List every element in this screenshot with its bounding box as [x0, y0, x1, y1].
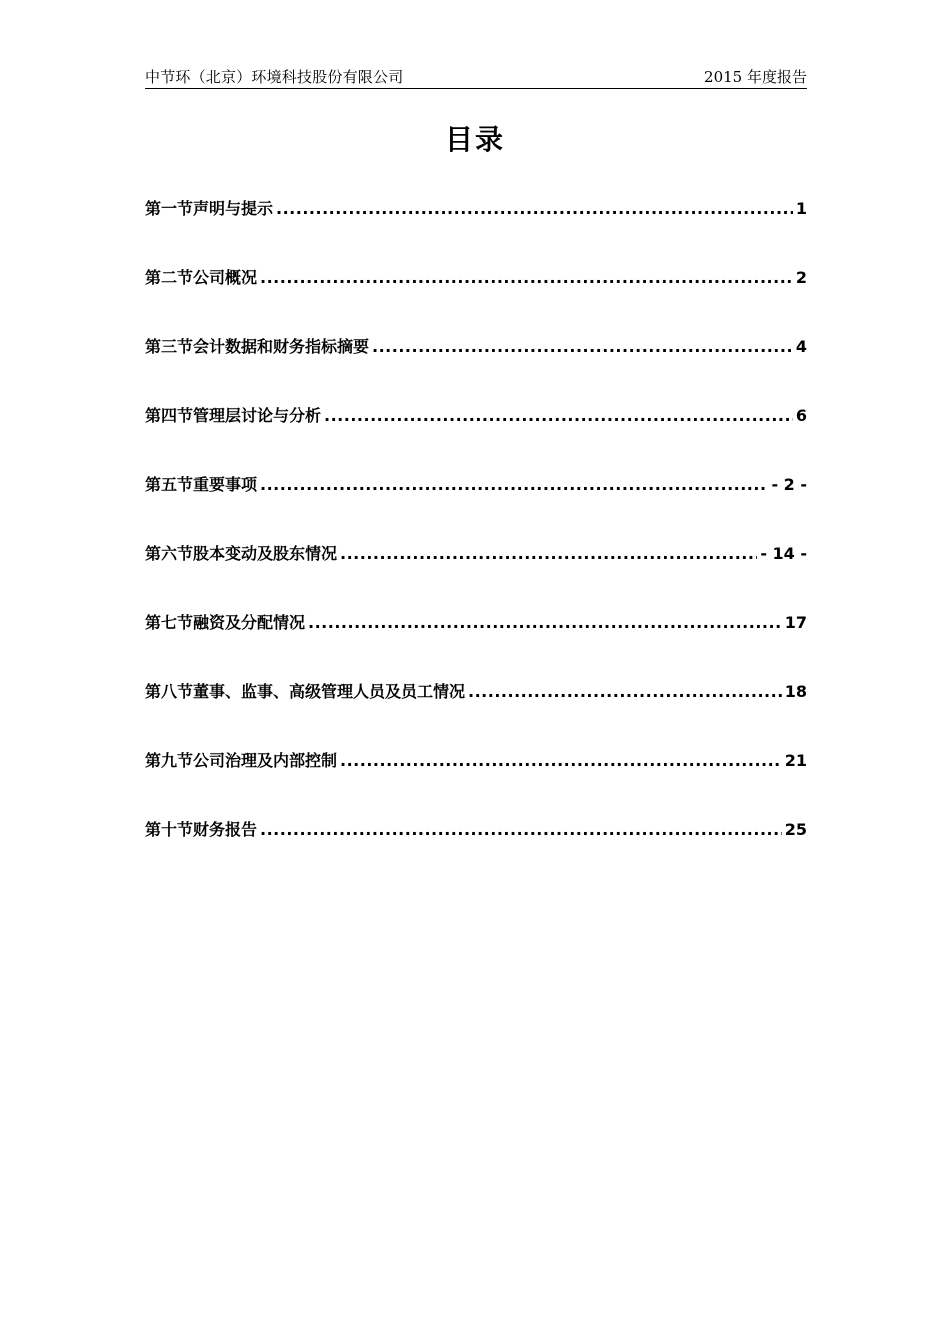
dot-leader [260, 472, 768, 498]
toc-entry-page: 4 [795, 337, 807, 356]
page-header [145, 66, 807, 89]
toc-entry-section-5[interactable] [145, 472, 807, 541]
toc-entry-section-1[interactable] [145, 196, 807, 265]
toc-entry-label: 第六节股本变动及股东情况 [145, 544, 338, 563]
company-name: 中节环（北京）环境科技股份有限公司 [145, 68, 404, 86]
toc-entry-label: 第五节重要事项 [145, 475, 258, 494]
toc-entry-label: 第十节财务报告 [145, 820, 258, 839]
toc-entry-page: 18 [784, 682, 807, 701]
toc-entry-section-2[interactable] [145, 265, 807, 334]
toc-entry-section-4[interactable] [145, 403, 807, 472]
toc-entry-label: 第九节公司治理及内部控制 [145, 751, 338, 770]
toc-entry-page: 25 [784, 820, 807, 839]
toc-entry-label: 第二节公司概况 [145, 268, 258, 287]
toc-entry-page: 6 [795, 406, 807, 425]
toc-entry-section-8[interactable] [145, 679, 807, 748]
toc-entry-label: 第八节董事、监事、高级管理人员及员工情况 [145, 682, 466, 701]
toc-entry-section-3[interactable] [145, 334, 807, 403]
table-of-contents [145, 196, 807, 886]
toc-entry-section-6[interactable] [145, 541, 807, 610]
toc-entry-section-9[interactable] [145, 748, 807, 817]
toc-entry-page: 1 [795, 199, 807, 218]
toc-entry-page: - 14 - [760, 544, 807, 563]
toc-entry-page: 21 [784, 751, 807, 770]
dot-leader [340, 748, 782, 774]
dot-leader [308, 610, 782, 636]
toc-entry-page: 2 [795, 268, 807, 287]
toc-entry-label: 第四节管理层讨论与分析 [145, 406, 322, 425]
dot-leader [276, 196, 793, 222]
dot-leader [324, 403, 793, 429]
toc-entry-page: - 2 - [771, 475, 807, 494]
dot-leader [372, 334, 793, 360]
dot-leader [260, 265, 793, 291]
toc-entry-label: 第一节声明与提示 [145, 199, 274, 218]
toc-entry-section-7[interactable] [145, 610, 807, 679]
toc-title: 目录 [444, 123, 505, 156]
dot-leader [260, 817, 782, 843]
toc-entry-label: 第七节融资及分配情况 [145, 613, 306, 632]
report-year: 2015 年度报告 [704, 68, 807, 86]
toc-entry-label: 第三节会计数据和财务指标摘要 [145, 337, 370, 356]
dot-leader [340, 541, 757, 567]
toc-entry-section-10[interactable] [145, 817, 807, 886]
dot-leader [468, 679, 782, 705]
toc-entry-page: 17 [784, 613, 807, 632]
